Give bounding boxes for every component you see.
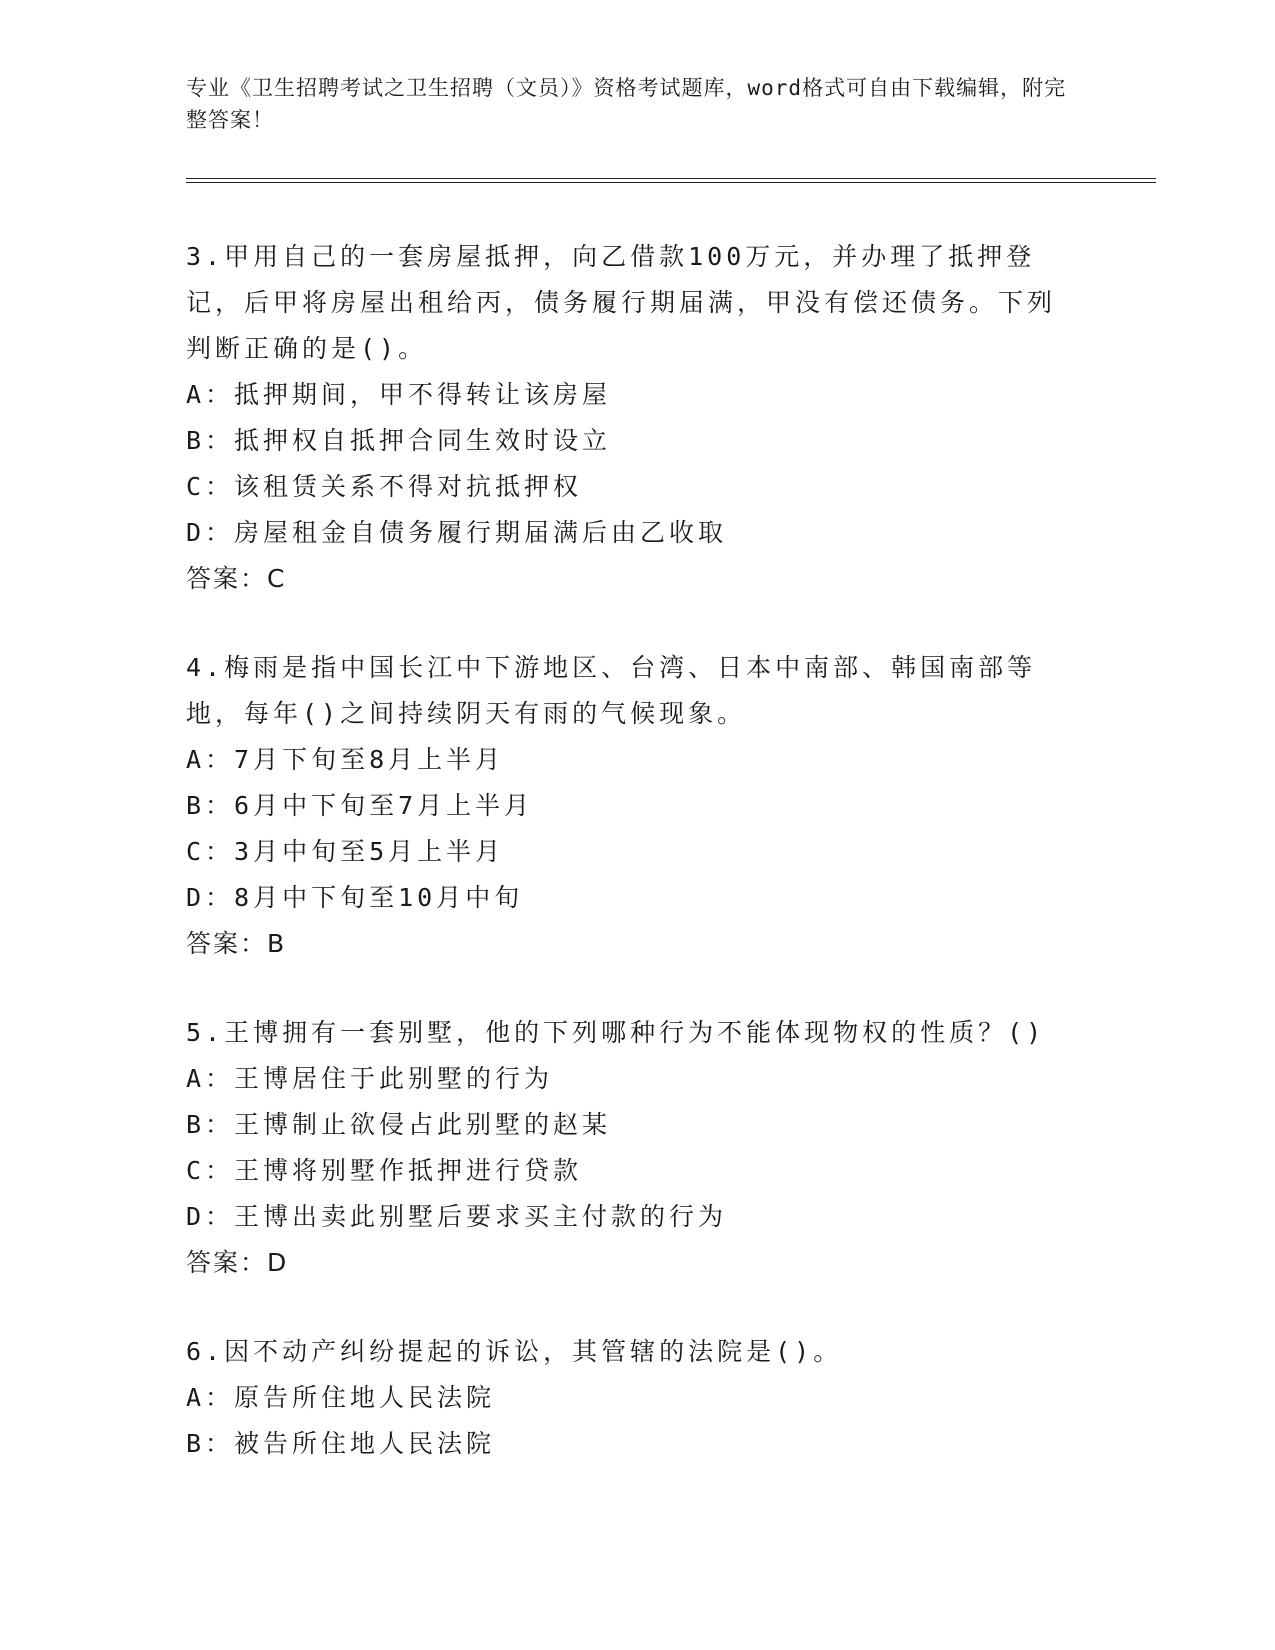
question-list [186,234,1086,1510]
question-stem: 3.甲用自己的一套房屋抵押，向乙借款100万元，并办理了抵押登记，后甲将房屋出租给丙，债务履行期届满，甲没有偿还债务。下列判断正确的是()。 [186,242,1057,363]
option-b: B：抵押权自抵押合同生效时设立 [186,426,612,455]
option-d: D：8月中下旬至10月中旬 [186,883,524,912]
question-stem: 4.梅雨是指中国长江中下游地区、台湾、日本中南部、韩国南部等地，每年()之间持续阴天有雨的气候现象。 [186,653,1037,728]
option-a: A：王博居住于此别墅的行为 [186,1064,554,1093]
question-5 [186,1010,1086,1286]
option-c: C：该租赁关系不得对抗抵押权 [186,472,583,501]
option-a: A：7月下旬至8月上半月 [186,745,505,774]
header-divider-top [186,178,1156,179]
question-3 [186,234,1086,602]
option-d: D：房屋租金自债务履行期届满后由乙收取 [186,518,728,547]
option-a: A：原告所住地人民法院 [186,1383,496,1412]
answer: 答案：C [186,564,287,593]
option-d: D：王博出卖此别墅后要求买主付款的行为 [186,1202,728,1231]
option-c: C：3月中旬至5月上半月 [186,837,505,866]
option-a: A：抵押期间，甲不得转让该房屋 [186,380,612,409]
document-header: 专业《卫生招聘考试之卫生招聘（文员）》资格考试题库，word格式可自由下载编辑，附完整答案！ [186,76,1067,132]
answer: 答案：B [186,929,287,958]
option-b: B：王博制止欲侵占此别墅的赵某 [186,1110,612,1139]
question-stem: 5.王博拥有一套别墅，他的下列哪种行为不能体现物权的性质？() [186,1018,1046,1047]
option-c: C：王博将别墅作抵押进行贷款 [186,1156,583,1185]
question-4 [186,645,1086,967]
option-b: B：6月中下旬至7月上半月 [186,791,534,820]
header-divider-bottom [186,182,1156,183]
answer: 答案：D [186,1248,289,1277]
option-b: B：被告所住地人民法院 [186,1429,496,1458]
question-6 [186,1329,1086,1467]
question-stem: 6.因不动产纠纷提起的诉讼，其管辖的法院是()。 [186,1337,843,1366]
